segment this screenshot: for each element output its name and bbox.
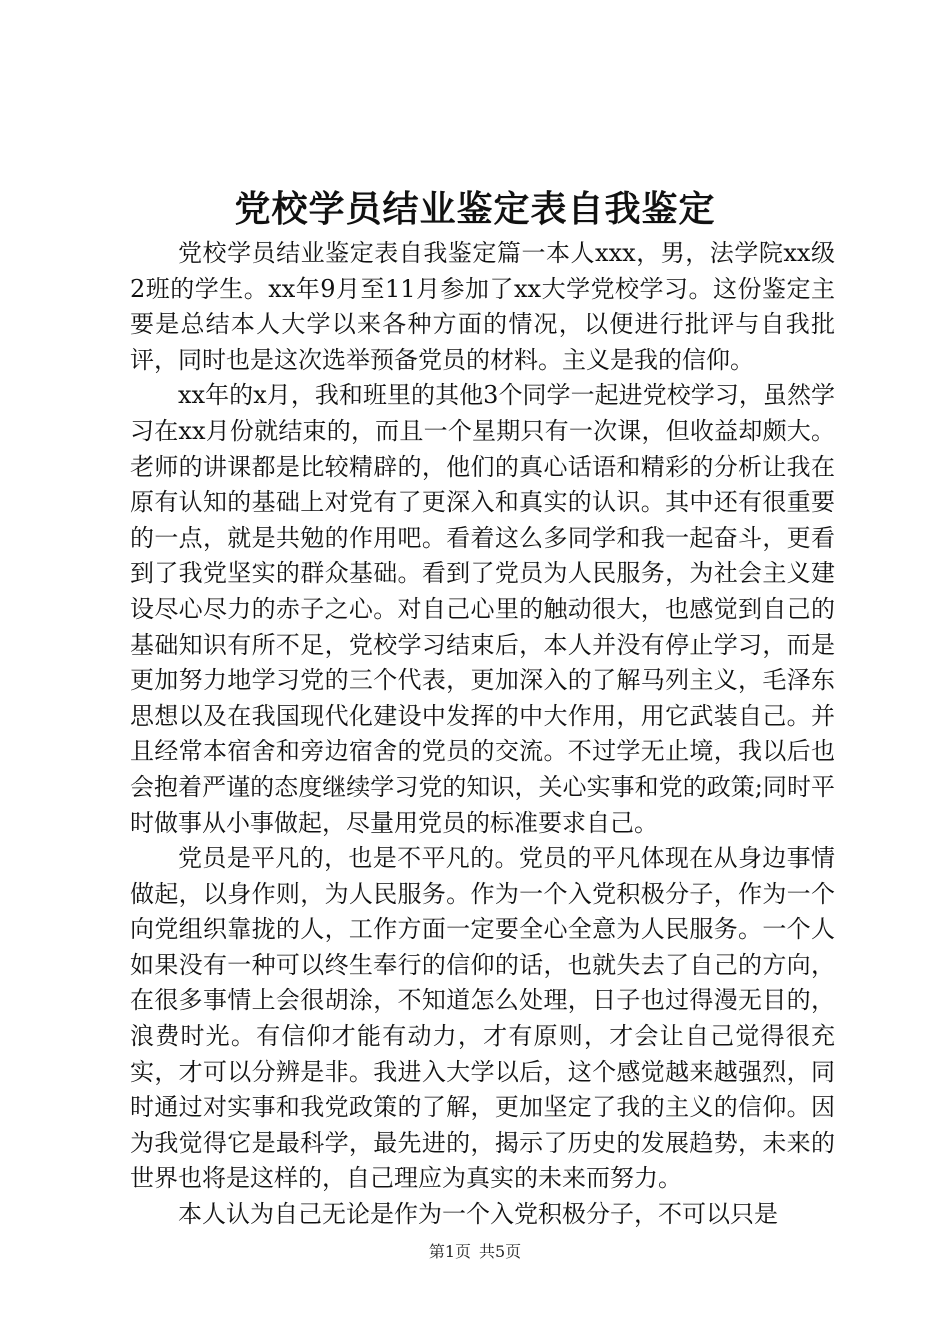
document-body	[130, 236, 835, 1233]
document-title: 党校学员结业鉴定表自我鉴定	[234, 188, 716, 230]
paragraph: xx年的x月，我和班里的其他3个同学一起进党校学习，虽然学习在xx月份就结束的，而且一个星期只有一次课，但收益却颇大。老师的讲课都是比较精辟的，他们的真心话语和精彩的分析让我在原有认知的基础上对党有了更深入和真实的认识。其中还有很重要的一点，就是共勉的作用吧。看着这么多同学和我一起奋斗，更看到了我党坚实的群众基础。看到了党员为人民服务，为社会主义建设尽心尽力的赤子之心。对自己心里的触动很大，也感觉到自己的基础知识有所不足，党校学习结束后，本人并没有停止学习，而是更加努力地学习党的三个代表，更加深入的了解马列主义，毛泽东思想以及在我国现代化建设中发挥的中大作用，用它武装自己。并且经常本宿舍和旁边宿舍的党员的交流。不过学无止境，我以后也会抱着严谨的态度继续学习党的知识，关心实事和党的政策;同时平时做事从小事做起，尽量用党员的标准要求自己。	[130, 381, 835, 837]
paragraph: 本人认为自己无论是作为一个入党积极分子，不可以只是	[178, 1200, 778, 1229]
paragraph: 党员是平凡的，也是不平凡的。党员的平凡体现在从身边事情做起，以身作则，为人民服务。作为一个入党积极分子，作为一个向党组织靠拢的人，工作方面一定要全心全意为人民服务。一个人如果没有一种可以终生奉行的信仰的话，也就失去了自己的方向，在很多事情上会很胡涂，不知道怎么处理，日子也过得漫无目的，浪费时光。有信仰才能有动力，才有原则，才会让自己觉得很充实，才可以分辨是非。我进入大学以后，这个感觉越来越强烈，同时通过对实事和我党政策的了解，更加坚定了我的主义的信仰。因为我觉得它是最科学，最先进的，揭示了历史的发展趋势，未来的世界也将是这样的，自己理应为真实的未来而努力。	[130, 844, 835, 1193]
paragraph: 党校学员结业鉴定表自我鉴定篇一本人xxx，男，法学院xx级2班的学生。xx年9月至11月参加了xx大学党校学习。这份鉴定主要是总结本人大学以来各种方面的情况，以便进行批评与自我批评，同时也是这次选举预备党员的材料。主义是我的信仰。	[130, 239, 835, 374]
page-footer	[0, 1242, 950, 1262]
page-number: 第1页	[428, 1242, 471, 1261]
page-total: 共5页	[479, 1242, 522, 1261]
